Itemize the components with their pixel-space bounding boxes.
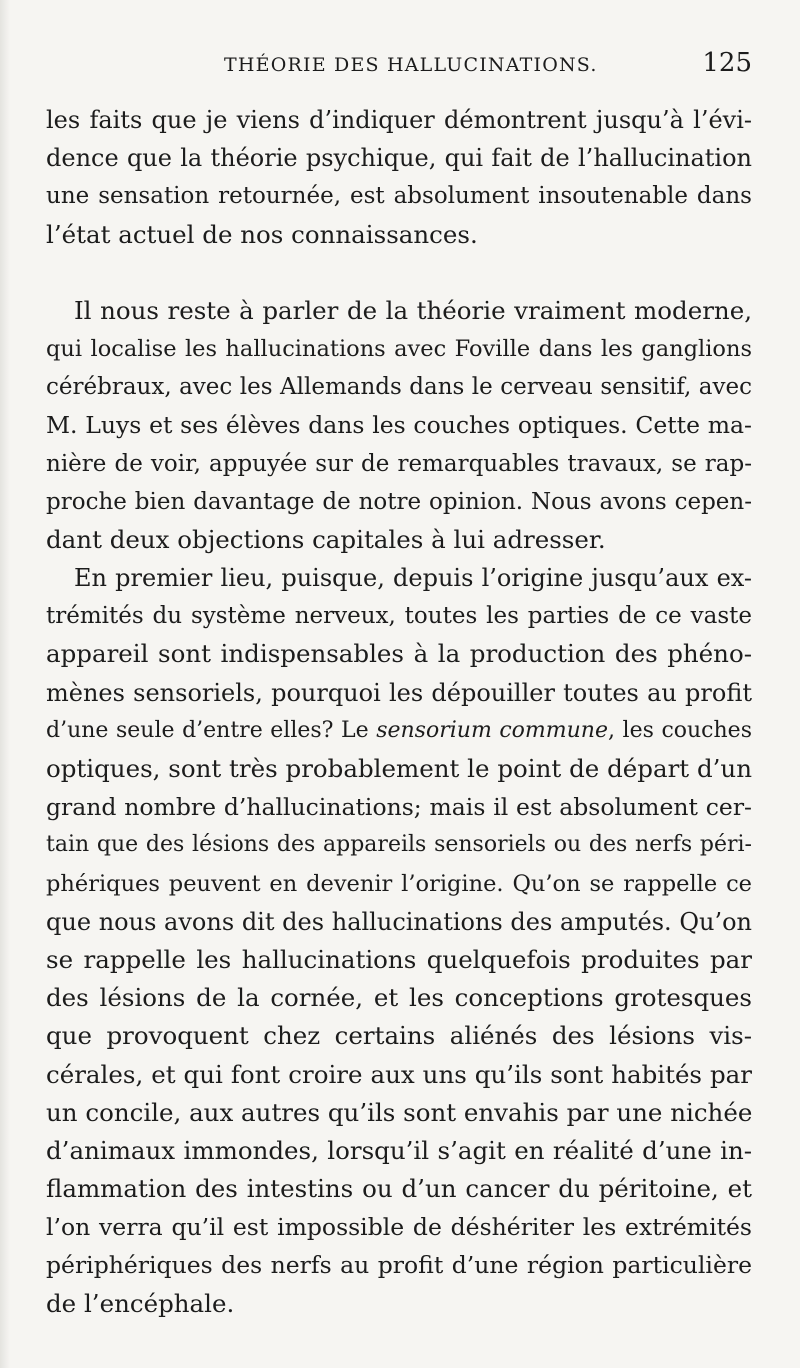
text-line: tain que des lésions des appareils sensoriels ou des nerfs péri- [46, 832, 752, 858]
text-line: flammation des intestins ou d’un cancer du péritoine, et [46, 1174, 752, 1204]
text-line: proche bien davantage de notre opinion. Nous avons cepen- [46, 488, 752, 515]
text-fragment: d’une seule d’entre elles? Le [46, 717, 377, 743]
text-line: cérébraux, avec les Allemands dans le cerveau sensitif, avec [46, 374, 752, 401]
paragraph-2 [46, 292, 752, 559]
running-title: THÉORIE DES HALLUCINATIONS. [224, 54, 598, 76]
paragraph-gap [46, 254, 752, 292]
text-line: M. Luys et ses élèves dans les couches optiques. Cette ma- [46, 411, 752, 440]
text-line: grand nombre d’hallucinations; mais il est absolument cer- [46, 793, 752, 822]
text-line: optiques, sont très probablement le point de départ d’un [46, 754, 752, 783]
text-line: En premier lieu, puisque, depuis l’origine jusqu’aux ex- [74, 564, 752, 593]
text-line: les faits que je viens d’indiquer démontrent jusqu’à l’évi- [46, 106, 752, 134]
text-line: se rappelle les hallucinations quelquefois produites par [46, 944, 752, 974]
text-line: périphériques des nerfs au profit d’une région particulière [46, 1251, 752, 1280]
text-line: d’animaux immondes, lorsqu’il s’agit en réalité d’une in- [46, 1135, 752, 1165]
text-line: dence que la théorie psychique, qui fait de l’hallucination [46, 144, 752, 173]
page-header [46, 48, 752, 84]
text-line: un concile, aux autres qu’ils sont envahis par une nichée [46, 1097, 753, 1127]
text-line: l’état actuel de nos connaissances. [46, 219, 478, 249]
text-line: trémités du système nerveux, toutes les parties de ce vaste [46, 603, 752, 630]
text-fragment: , les couches [608, 717, 752, 743]
italic-term: sensorium commune [376, 717, 608, 743]
paragraph-3 [46, 559, 752, 1323]
text-line: nière de voir, appuyée sur de remarquables travaux, se rap- [46, 450, 752, 477]
text-line: Il nous reste à parler de la théorie vraiment moderne, [74, 295, 752, 325]
page-number: 125 [702, 48, 752, 78]
body-text [46, 101, 752, 1323]
text-line: qui localise les hallucinations avec Foville dans les ganglions [46, 335, 752, 362]
text-line [46, 712, 752, 750]
text-line: de l’encéphale. [46, 1288, 235, 1318]
text-line: que provoquent chez certains aliénés des lésions vis- [46, 1021, 752, 1051]
text-line: dant deux objections capitales à lui adresser. [46, 524, 606, 554]
text-line: une sensation retournée, est absolument insoutenable dans [46, 183, 752, 210]
text-line: que nous avons dit des hallucinations des amputés. Qu’on [46, 907, 752, 936]
text-line: appareil sont indispensables à la production des phéno- [46, 639, 752, 669]
text-line: mènes sensoriels, pourquoi les dépouiller toutes au profit [46, 678, 752, 707]
text-line: phériques peuvent en devenir l’origine. Qu’on se rappelle ce [46, 870, 752, 897]
text-line: des lésions de la cornée, et les conceptions grotesques [46, 983, 752, 1013]
text-line: cérales, et qui font croire aux uns qu’ils sont habités par [46, 1059, 752, 1089]
text-line: l’on verra qu’il est impossible de déshériter les extrémités [46, 1213, 752, 1242]
paragraph-1 [46, 101, 752, 254]
